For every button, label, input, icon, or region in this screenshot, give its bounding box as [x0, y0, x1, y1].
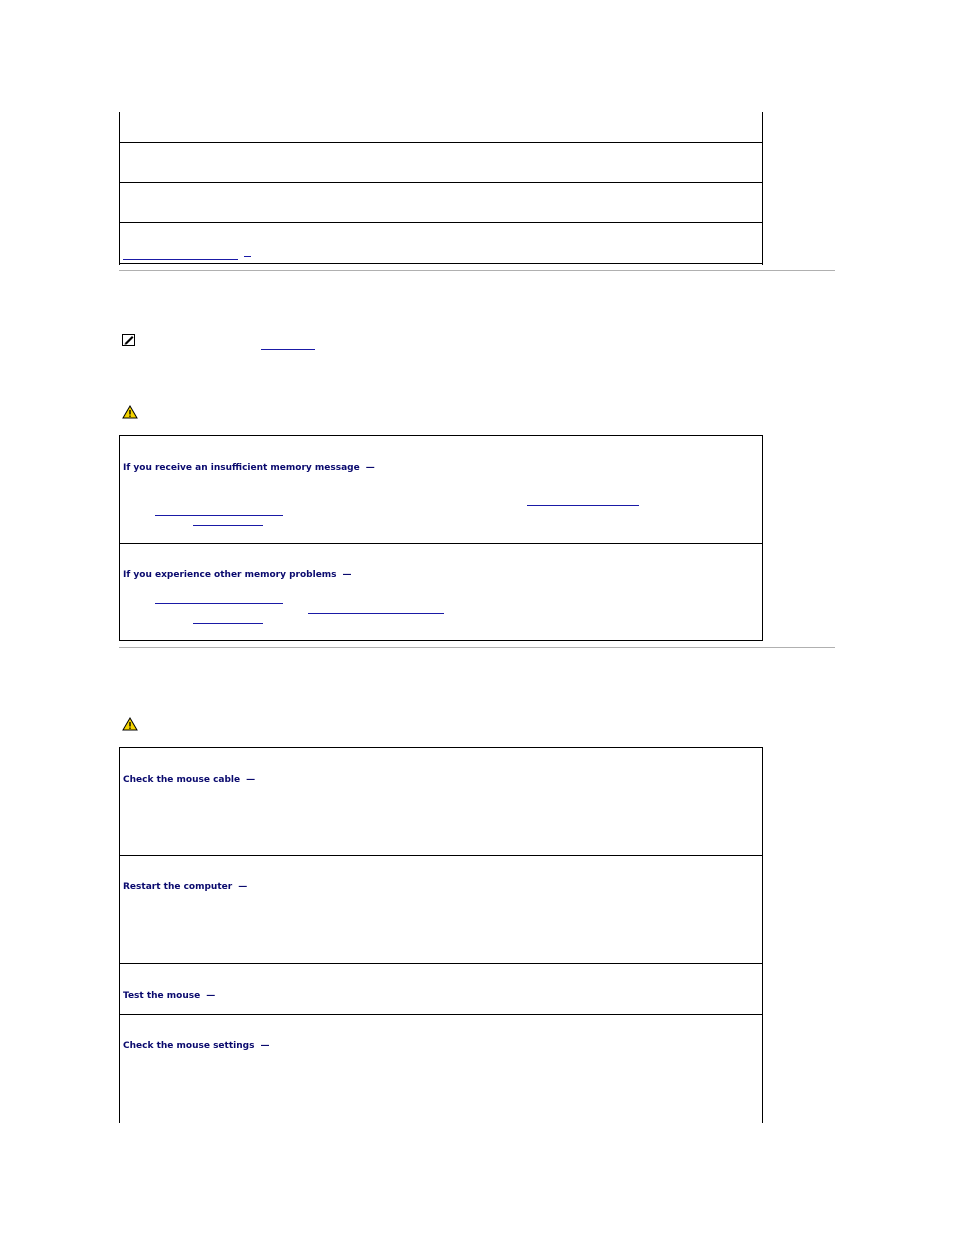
memory-row-heading: If you experience other memory problems — — [123, 570, 352, 580]
table-border-right — [762, 747, 763, 1123]
memory-link[interactable] — [527, 505, 639, 506]
caution-triangle-icon — [122, 716, 138, 735]
table-row-divider — [119, 543, 763, 544]
section-divider — [119, 647, 835, 648]
table-border-bottom — [119, 640, 763, 641]
memory-link[interactable] — [155, 603, 283, 604]
table-border-left — [119, 112, 120, 265]
table-row-divider — [119, 963, 763, 964]
caution-triangle-icon — [122, 404, 138, 423]
mouse-row-heading: Test the mouse — — [123, 991, 216, 1001]
table-border-top — [119, 435, 763, 436]
table-row-divider — [119, 182, 763, 183]
memory-row-heading: If you receive an insufficient memory message — — [123, 463, 375, 473]
table-border-right — [762, 112, 763, 265]
memory-link[interactable] — [155, 515, 283, 516]
note-link[interactable] — [261, 349, 315, 350]
table-row-divider — [119, 222, 763, 223]
table-border-left — [119, 747, 120, 1123]
mouse-row-heading: Restart the computer — — [123, 882, 248, 892]
table-border-right — [762, 435, 763, 641]
memory-link[interactable] — [193, 525, 263, 526]
table-border-top — [119, 747, 763, 748]
memory-link[interactable] — [308, 613, 444, 614]
memory-link[interactable] — [193, 623, 263, 624]
table-border-bottom — [119, 263, 763, 264]
section-divider — [119, 270, 835, 271]
note-pencil-icon — [122, 331, 136, 350]
table-link[interactable] — [123, 259, 238, 260]
table-row-divider — [119, 1014, 763, 1015]
mouse-row-heading: Check the mouse settings — — [123, 1041, 270, 1051]
table-border-left — [119, 435, 120, 641]
mouse-row-heading: Check the mouse cable — — [123, 775, 256, 785]
table-link-dash — [244, 256, 251, 257]
table-row-divider — [119, 855, 763, 856]
table-row-divider — [119, 142, 763, 143]
